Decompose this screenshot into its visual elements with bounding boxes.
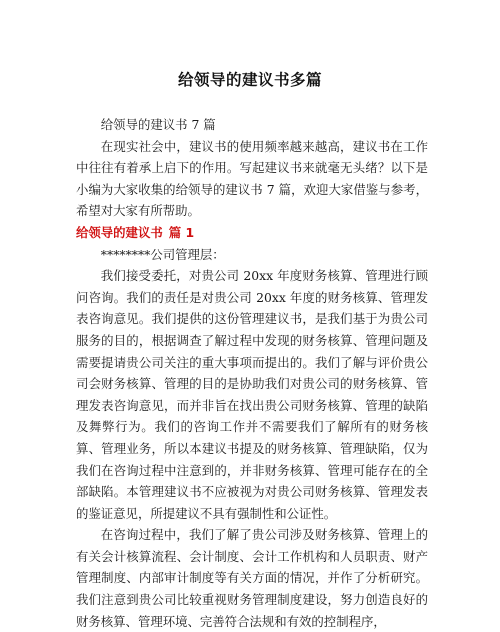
document-body [76, 114, 428, 632]
section-heading-text: 给领导的建议书 [76, 224, 163, 240]
body-paragraph-1: 我们接受委托，对贵公司 20xx 年度财务核算、管理进行顾问咨询。我们的责任是对贵公司 20xx 年度的财务核算、管理发表咨询意见。我们提供的这份管理建议书，是我们基于为贵公司服务的目的，根据调查了解过程中发现的财务核算、管理问题及需要提请贵公司关注的重大事项而提出的。我们了解与评价贵公司会财务核算、管理的目的是协助我们对贵公司的财务核算、管理发表咨询意见，而并非旨在找出贵公司财务核算、管理的缺陷及舞弊行为。我们的咨询工作并不需要我们了解所有的财务核算、管理业务，所以本建议书提及的财务核算、管理缺陷，仅为我们在咨询过程中注意到的，并非财务核算、管理可能存在的全部缺陷。本管理建议书不应被视为对贵公司财务核算、管理发表的鉴证意见，所提建议不具有强制性和公证性。 [76, 268, 428, 521]
intro-paragraph: 在现实社会中，建议书的使用频率越来越高，建议书在工作中往往有着承上启下的作用。写起建议书来就毫无头绪？以下是小编为大家收集的给领导的建议书 7 篇，欢迎大家借鉴与参考，希望对大家有所帮助。 [76, 138, 428, 219]
intro-line: 给领导的建议书 7 篇 [100, 117, 216, 132]
section-heading [76, 222, 428, 244]
document-title: 给领导的建议书多篇 [177, 71, 322, 89]
salutation: ********公司管理层： [100, 246, 225, 262]
section-heading-tag: 篇 1 [168, 224, 195, 240]
body-paragraph-2: 在咨询过程中，我们了解了贵公司涉及财务核算、管理上的有关会计核算流程、会计制度、会计工作机构和人员职责、财产管理制度、内部审计制度等有关方面的情况，并作了分析研究。我们注意到贵公司比较重视财务管理制度建设，努力创造良好的财务核算、管理环境、完善符合法规和有效的控制程序， [76, 527, 428, 629]
